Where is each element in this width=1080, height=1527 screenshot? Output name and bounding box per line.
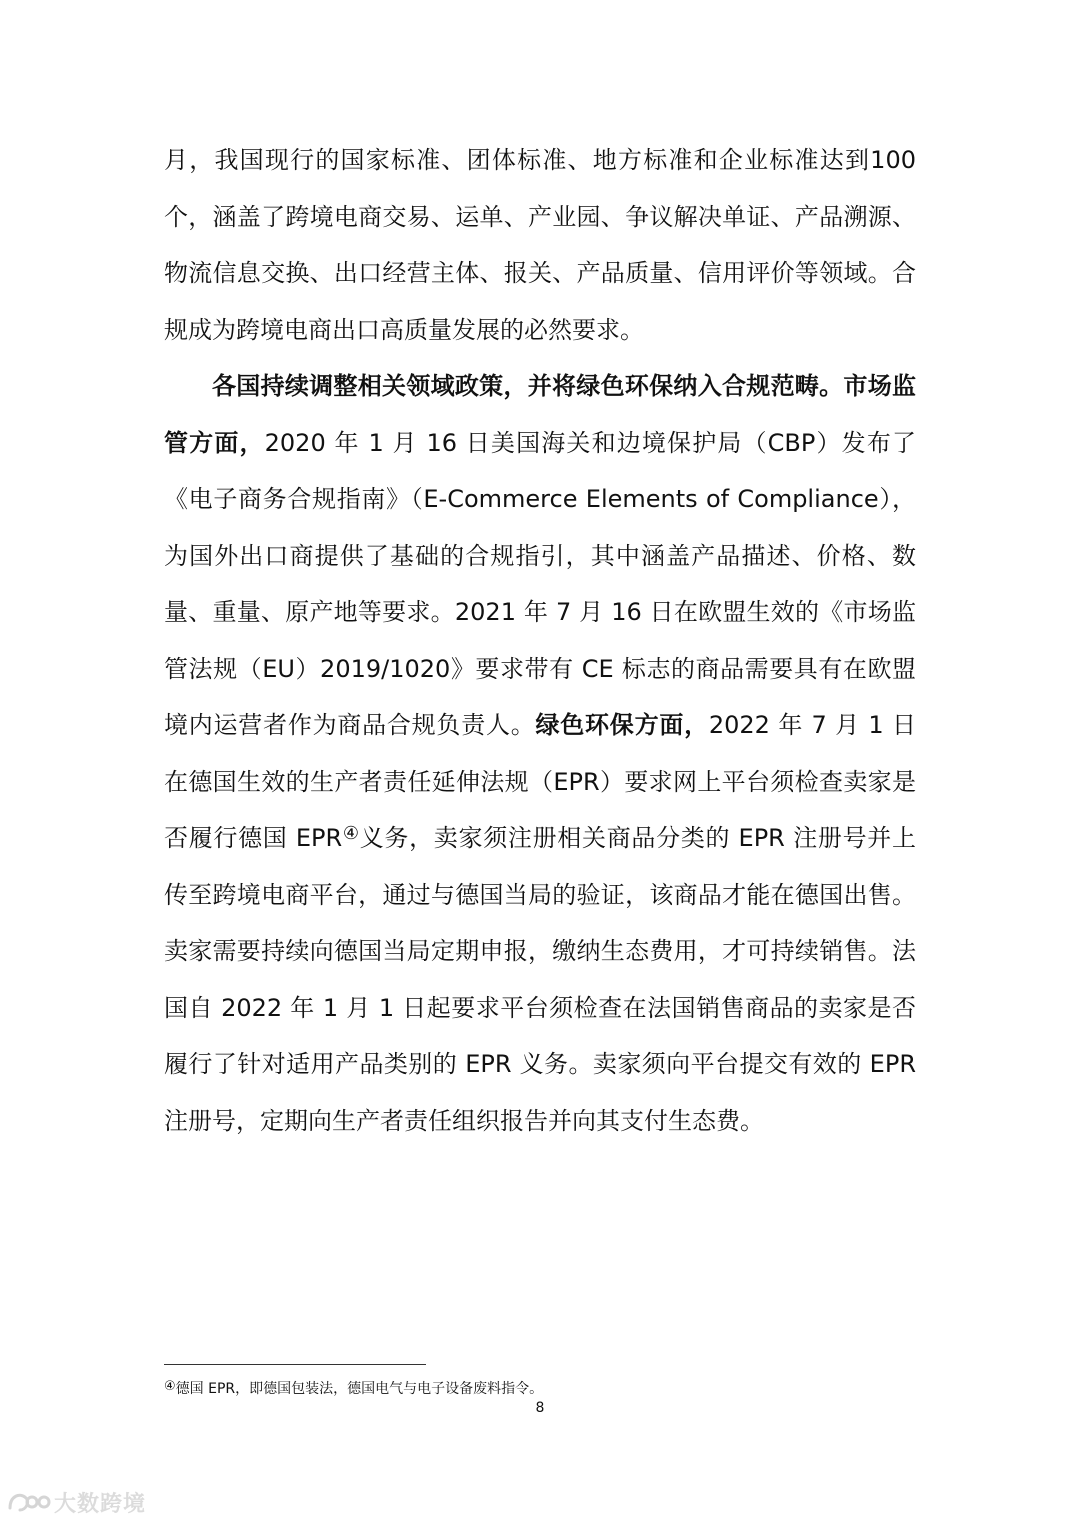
paragraph-2 [164,358,916,1149]
page-number: 8 [535,1400,545,1416]
paragraph-1: 月，我国现行的国家标准、团体标准、地方标准和企业标准达到100个，涵盖了跨境电商交易、运单、产业园、争议解决单证、产品溯源、物流信息交换、出口经营主体、报关、产品质量、信用评价等领域。合规成为跨境电商出口高质量发展的必然要求。 [164,146,916,344]
paragraph-2-subheading-bold: 绿色环保方面， [535,711,709,739]
dashuju-logo-icon [6,1488,52,1518]
paragraph-2-text-part3: 义务，卖家须注册相关商品分类的 EPR 注册号并上传至跨境电商平台，通过与德国当局的验证，该商品才能在德国出售。卖家需要持续向德国当局定期申报，缴纳生态费用，才可持续销售。法国自 2022 年 1 月 1 日起要求平台须检查在法国销售商品的卖家是否履行了针对适用产品类别的 EPR 义务。卖家须向平台提交有效的 EPR 注册号，定期向生产者责任组织报告并向其支付生态费。 [164,824,916,1135]
paragraph-2-text-part2: 2022 年 7 月 1 日在德国生效的生产者责任延伸法规（EPR）要求网上平台须检查卖家是否履行德国 EPR [164,711,917,852]
footnote-divider [164,1364,426,1365]
paragraph-2-heading-bold: 各国持续调整相关领域政策，并将绿色环保纳入合规范畴。市场监管方面， [164,372,916,457]
footnote-text: 德国 EPR，即德国包装法，德国电气与电子设备废料指令。 [175,1381,544,1397]
watermark [6,1487,146,1518]
paragraph-2-text-part1: 2020 年 1 月 16 日美国海关和边境保护局（CBP）发布了《电子商务合规指南》（E-Commerce Elements of Compliance），为国外出口商提供了基础的合规指引，其中涵盖产品描述、价格、数量、重量、原产地等要求。2021 年 7 月 16 日在欧盟生效的《市场监管法规（EU）2019/1020》要求带有 CE 标志的商品需要具有在欧盟境内运营者作为商品合规负责人。 [164,428,916,739]
body-text [164,132,916,1149]
watermark-text: 大数跨境 [54,1492,147,1517]
footnote-mark: ④ [164,1379,176,1394]
footnote-reference-mark[interactable]: ④ [342,823,360,844]
